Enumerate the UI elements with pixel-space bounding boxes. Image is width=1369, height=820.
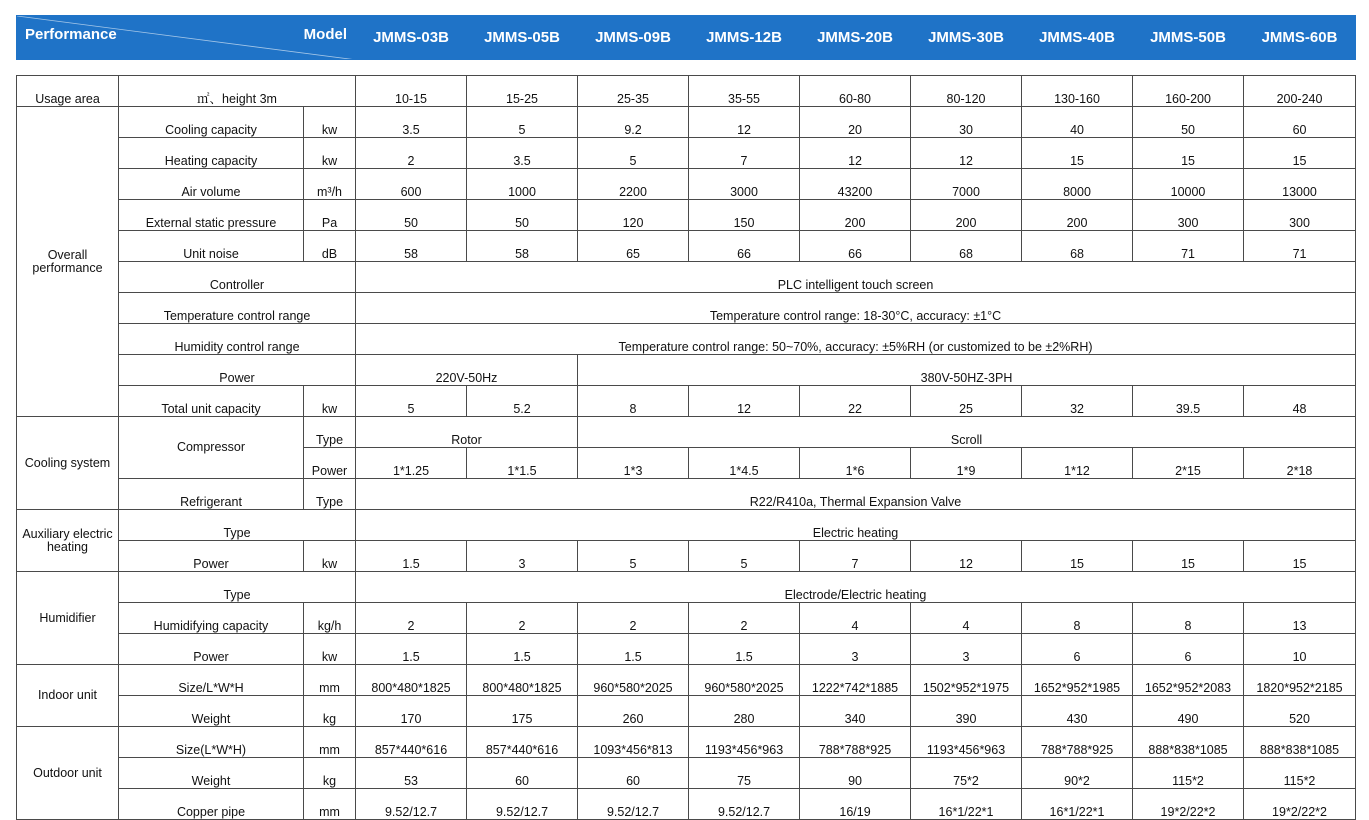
outdoor-size-value: 857*440*616 [356, 727, 467, 758]
unit-noise-row [17, 231, 1356, 262]
power-label: Power [119, 355, 356, 386]
compressor-power-value: 1*12 [1022, 448, 1133, 479]
indoor-size-unit: mm [304, 665, 356, 696]
model-header-cell: JMMS-05B [467, 16, 578, 60]
outdoor-weight-label: Weight [119, 758, 304, 789]
aux-power-value: 5 [689, 541, 800, 572]
usage-value: 130-160 [1022, 76, 1133, 107]
unit-noise-unit: dB [304, 231, 356, 262]
copper-pipe-value: 9.52/12.7 [467, 789, 578, 820]
total-capacity-value: 48 [1244, 386, 1356, 417]
copper-pipe-value: 9.52/12.7 [578, 789, 689, 820]
model-header-cell: JMMS-50B [1133, 16, 1244, 60]
air-volume-label: Air volume [119, 169, 304, 200]
static-pressure-value: 120 [578, 200, 689, 231]
unit-noise-value: 58 [467, 231, 578, 262]
model-header-cell: JMMS-40B [1022, 16, 1133, 60]
static-pressure-value: 300 [1244, 200, 1356, 231]
controller-label: Controller [119, 262, 356, 293]
compressor-power-value: 1*4.5 [689, 448, 800, 479]
outdoor-size-value: 788*788*925 [1022, 727, 1133, 758]
aux-type-label: Type [119, 510, 356, 541]
air-volume-value: 2200 [578, 169, 689, 200]
static-pressure-row [17, 200, 1356, 231]
compressor-type-unit: Type [304, 417, 356, 448]
header-row [17, 16, 1356, 60]
air-volume-row [17, 169, 1356, 200]
model-header-cell: JMMS-20B [800, 16, 911, 60]
compressor-power-unit: Power [304, 448, 356, 479]
outdoor-weight-value: 75 [689, 758, 800, 789]
outdoor-weight-unit: kg [304, 758, 356, 789]
spec-table [16, 15, 1356, 820]
unit-noise-label: Unit noise [119, 231, 304, 262]
usage-value: 200-240 [1244, 76, 1356, 107]
air-volume-value: 8000 [1022, 169, 1133, 200]
unit-noise-value: 65 [578, 231, 689, 262]
temperature-range-value: Temperature control range: 18-30°C, accuracy: ±1°C [356, 293, 1356, 324]
static-pressure-value: 200 [911, 200, 1022, 231]
total-capacity-value: 32 [1022, 386, 1133, 417]
static-pressure-label: External static pressure [119, 200, 304, 231]
heating-capacity-value: 15 [1022, 138, 1133, 169]
cooling-capacity-value: 50 [1133, 107, 1244, 138]
power-value-380v: 380V-50HZ-3PH [578, 355, 1356, 386]
compressor-power-value: 1*1.25 [356, 448, 467, 479]
heating-capacity-value: 15 [1133, 138, 1244, 169]
humidifier-power-row [17, 634, 1356, 665]
static-pressure-value: 300 [1133, 200, 1244, 231]
aux-type-value: Electric heating [356, 510, 1356, 541]
indoor-weight-value: 430 [1022, 696, 1133, 727]
compressor-power-value: 2*18 [1244, 448, 1356, 479]
usage-value: 160-200 [1133, 76, 1244, 107]
air-volume-value: 3000 [689, 169, 800, 200]
indoor-size-value: 960*580*2025 [578, 665, 689, 696]
indoor-size-value: 960*580*2025 [689, 665, 800, 696]
spacer-row [17, 60, 1356, 76]
cooling-capacity-row [17, 107, 1356, 138]
air-volume-value: 10000 [1133, 169, 1244, 200]
humidifier-type-value: Electrode/Electric heating [356, 572, 1356, 603]
humidifying-capacity-value: 4 [800, 603, 911, 634]
static-pressure-unit: Pa [304, 200, 356, 231]
unit-noise-value: 66 [689, 231, 800, 262]
heating-capacity-value: 7 [689, 138, 800, 169]
compressor-label: Compressor [119, 417, 304, 479]
copper-pipe-value: 19*2/22*2 [1133, 789, 1244, 820]
outdoor-size-value: 1093*456*813 [578, 727, 689, 758]
unit-noise-value: 71 [1244, 231, 1356, 262]
aux-power-value: 12 [911, 541, 1022, 572]
heating-capacity-value: 12 [911, 138, 1022, 169]
heating-capacity-label: Heating capacity [119, 138, 304, 169]
heating-capacity-value: 2 [356, 138, 467, 169]
indoor-weight-row [17, 696, 1356, 727]
outdoor-weight-value: 75*2 [911, 758, 1022, 789]
outdoor-size-value: 888*838*1085 [1133, 727, 1244, 758]
humidity-range-value: Temperature control range: 50~70%, accuracy: ±5%RH (or customized to be ±2%RH) [356, 324, 1356, 355]
outdoor-size-label: Size(L*W*H) [119, 727, 304, 758]
copper-pipe-value: 16/19 [800, 789, 911, 820]
humidifying-capacity-value: 2 [356, 603, 467, 634]
temperature-range-label: Temperature control range [119, 293, 356, 324]
indoor-size-label: Size/L*W*H [119, 665, 304, 696]
indoor-weight-value: 170 [356, 696, 467, 727]
performance-header: Performance [25, 26, 117, 43]
humidifying-capacity-value: 8 [1133, 603, 1244, 634]
cooling-capacity-value: 5 [467, 107, 578, 138]
total-capacity-unit: kw [304, 386, 356, 417]
compressor-power-value: 1*6 [800, 448, 911, 479]
compressor-type-row [17, 417, 1356, 448]
indoor-unit-label: Indoor unit [17, 665, 119, 727]
humidifier-power-value: 3 [800, 634, 911, 665]
humidifier-power-value: 10 [1244, 634, 1356, 665]
humidifier-power-value: 1.5 [467, 634, 578, 665]
model-header-cell: JMMS-60B [1244, 16, 1356, 60]
static-pressure-value: 50 [467, 200, 578, 231]
humidifying-capacity-value: 2 [689, 603, 800, 634]
indoor-size-value: 1222*742*1885 [800, 665, 911, 696]
aux-heating-label: Auxiliary electric heating [17, 510, 119, 572]
aux-power-value: 1.5 [356, 541, 467, 572]
humidifier-power-value: 3 [911, 634, 1022, 665]
unit-noise-value: 71 [1133, 231, 1244, 262]
humidifier-power-value: 1.5 [689, 634, 800, 665]
power-row [17, 355, 1356, 386]
copper-pipe-value: 16*1/22*1 [911, 789, 1022, 820]
aux-power-value: 15 [1244, 541, 1356, 572]
humidifying-capacity-value: 2 [467, 603, 578, 634]
indoor-size-value: 800*480*1825 [356, 665, 467, 696]
total-capacity-value: 39.5 [1133, 386, 1244, 417]
model-header-cell: JMMS-30B [911, 16, 1022, 60]
humidity-range-label: Humidity control range [119, 324, 356, 355]
outdoor-weight-value: 60 [578, 758, 689, 789]
cooling-capacity-value: 60 [1244, 107, 1356, 138]
aux-power-unit: kw [304, 541, 356, 572]
humidifying-capacity-value: 2 [578, 603, 689, 634]
cooling-capacity-label: Cooling capacity [119, 107, 304, 138]
heating-capacity-value: 3.5 [467, 138, 578, 169]
indoor-size-row [17, 665, 1356, 696]
humidifying-capacity-label: Humidifying capacity [119, 603, 304, 634]
outdoor-size-value: 857*440*616 [467, 727, 578, 758]
aux-power-value: 7 [800, 541, 911, 572]
indoor-weight-value: 390 [911, 696, 1022, 727]
outdoor-weight-value: 53 [356, 758, 467, 789]
humidifier-type-label: Type [119, 572, 356, 603]
humidifier-power-value: 1.5 [356, 634, 467, 665]
indoor-size-value: 1652*952*1985 [1022, 665, 1133, 696]
indoor-size-value: 1652*952*2083 [1133, 665, 1244, 696]
cooling-capacity-value: 9.2 [578, 107, 689, 138]
outdoor-size-value: 888*838*1085 [1244, 727, 1356, 758]
indoor-weight-value: 490 [1133, 696, 1244, 727]
cooling-capacity-value: 12 [689, 107, 800, 138]
total-capacity-value: 8 [578, 386, 689, 417]
static-pressure-value: 50 [356, 200, 467, 231]
static-pressure-value: 200 [1022, 200, 1133, 231]
model-header-cell: JMMS-09B [578, 16, 689, 60]
heating-capacity-unit: kw [304, 138, 356, 169]
humidifying-capacity-unit: kg/h [304, 603, 356, 634]
cooling-capacity-value: 3.5 [356, 107, 467, 138]
air-volume-value: 7000 [911, 169, 1022, 200]
outdoor-size-row [17, 727, 1356, 758]
static-pressure-value: 150 [689, 200, 800, 231]
outdoor-unit-label: Outdoor unit [17, 727, 119, 820]
humidifier-type-row [17, 572, 1356, 603]
air-volume-value: 1000 [467, 169, 578, 200]
heating-capacity-value: 15 [1244, 138, 1356, 169]
model-header-cell: JMMS-03B [356, 16, 467, 60]
outdoor-weight-value: 115*2 [1133, 758, 1244, 789]
aux-power-value: 15 [1022, 541, 1133, 572]
air-volume-value: 600 [356, 169, 467, 200]
usage-value: 80-120 [911, 76, 1022, 107]
compressor-type-rotor: Rotor [356, 417, 578, 448]
cooling-capacity-value: 20 [800, 107, 911, 138]
humidifier-power-value: 1.5 [578, 634, 689, 665]
refrigerant-unit: Type [304, 479, 356, 510]
usage-unit: ㎡、height 3m [119, 76, 356, 107]
compressor-power-value: 1*9 [911, 448, 1022, 479]
unit-noise-value: 66 [800, 231, 911, 262]
aux-power-row [17, 541, 1356, 572]
indoor-weight-label: Weight [119, 696, 304, 727]
indoor-weight-unit: kg [304, 696, 356, 727]
outdoor-size-value: 1193*456*963 [689, 727, 800, 758]
total-capacity-value: 12 [689, 386, 800, 417]
cooling-capacity-unit: kw [304, 107, 356, 138]
controller-row [17, 262, 1356, 293]
air-volume-unit: m³/h [304, 169, 356, 200]
humidifier-label: Humidifier [17, 572, 119, 665]
total-capacity-value: 5 [356, 386, 467, 417]
aux-type-row [17, 510, 1356, 541]
static-pressure-value: 200 [800, 200, 911, 231]
copper-pipe-label: Copper pipe [119, 789, 304, 820]
outdoor-size-unit: mm [304, 727, 356, 758]
usage-label: Usage area [17, 76, 119, 107]
copper-pipe-value: 9.52/12.7 [356, 789, 467, 820]
compressor-power-value: 2*15 [1133, 448, 1244, 479]
outdoor-weight-value: 90*2 [1022, 758, 1133, 789]
temperature-range-row [17, 293, 1356, 324]
aux-power-value: 15 [1133, 541, 1244, 572]
heating-capacity-value: 5 [578, 138, 689, 169]
outdoor-size-value: 788*788*925 [800, 727, 911, 758]
humidifier-power-value: 6 [1133, 634, 1244, 665]
air-volume-value: 43200 [800, 169, 911, 200]
indoor-weight-value: 520 [1244, 696, 1356, 727]
refrigerant-row [17, 479, 1356, 510]
heating-capacity-value: 12 [800, 138, 911, 169]
indoor-size-value: 800*480*1825 [467, 665, 578, 696]
outdoor-weight-value: 90 [800, 758, 911, 789]
refrigerant-value: R22/R410a, Thermal Expansion Valve [356, 479, 1356, 510]
compressor-type-scroll: Scroll [578, 417, 1356, 448]
indoor-weight-value: 175 [467, 696, 578, 727]
air-volume-value: 13000 [1244, 169, 1356, 200]
indoor-size-value: 1502*952*1975 [911, 665, 1022, 696]
humidifier-power-value: 6 [1022, 634, 1133, 665]
usage-value: 60-80 [800, 76, 911, 107]
humidifying-capacity-value: 8 [1022, 603, 1133, 634]
aux-power-value: 3 [467, 541, 578, 572]
copper-pipe-value: 19*2/22*2 [1244, 789, 1356, 820]
copper-pipe-value: 9.52/12.7 [689, 789, 800, 820]
humidifier-power-unit: kw [304, 634, 356, 665]
header-corner-cell [17, 16, 356, 60]
unit-noise-value: 58 [356, 231, 467, 262]
outdoor-weight-row [17, 758, 1356, 789]
spec-table-container [16, 15, 1356, 820]
usage-row [17, 76, 1356, 107]
humidifying-capacity-value: 13 [1244, 603, 1356, 634]
cooling-capacity-value: 30 [911, 107, 1022, 138]
unit-noise-value: 68 [911, 231, 1022, 262]
spacer-cell [17, 60, 1356, 76]
usage-value: 15-25 [467, 76, 578, 107]
humidifying-capacity-value: 4 [911, 603, 1022, 634]
cooling-capacity-value: 40 [1022, 107, 1133, 138]
aux-power-label: Power [119, 541, 304, 572]
copper-pipe-value: 16*1/22*1 [1022, 789, 1133, 820]
controller-value: PLC intelligent touch screen [356, 262, 1356, 293]
indoor-weight-value: 280 [689, 696, 800, 727]
outdoor-weight-value: 60 [467, 758, 578, 789]
indoor-size-value: 1820*952*2185 [1244, 665, 1356, 696]
humidifying-capacity-row [17, 603, 1356, 634]
model-header-cell: JMMS-12B [689, 16, 800, 60]
unit-noise-value: 68 [1022, 231, 1133, 262]
total-capacity-row [17, 386, 1356, 417]
copper-pipe-unit: mm [304, 789, 356, 820]
heating-capacity-row [17, 138, 1356, 169]
usage-value: 25-35 [578, 76, 689, 107]
total-capacity-value: 5.2 [467, 386, 578, 417]
model-header: Model [303, 26, 348, 43]
indoor-weight-value: 260 [578, 696, 689, 727]
indoor-weight-value: 340 [800, 696, 911, 727]
humidifier-power-label: Power [119, 634, 304, 665]
outdoor-weight-value: 115*2 [1244, 758, 1356, 789]
cooling-system-label: Cooling system [17, 417, 119, 510]
copper-pipe-row [17, 789, 1356, 820]
compressor-power-value: 1*1.5 [467, 448, 578, 479]
compressor-power-value: 1*3 [578, 448, 689, 479]
humidity-range-row [17, 324, 1356, 355]
usage-value: 35-55 [689, 76, 800, 107]
overall-performance-label: Overall performance [17, 107, 119, 417]
power-value-220v: 220V-50Hz [356, 355, 578, 386]
total-capacity-value: 22 [800, 386, 911, 417]
outdoor-size-value: 1193*456*963 [911, 727, 1022, 758]
total-capacity-value: 25 [911, 386, 1022, 417]
aux-power-value: 5 [578, 541, 689, 572]
total-capacity-label: Total unit capacity [119, 386, 304, 417]
refrigerant-label: Refrigerant [119, 479, 304, 510]
usage-value: 10-15 [356, 76, 467, 107]
